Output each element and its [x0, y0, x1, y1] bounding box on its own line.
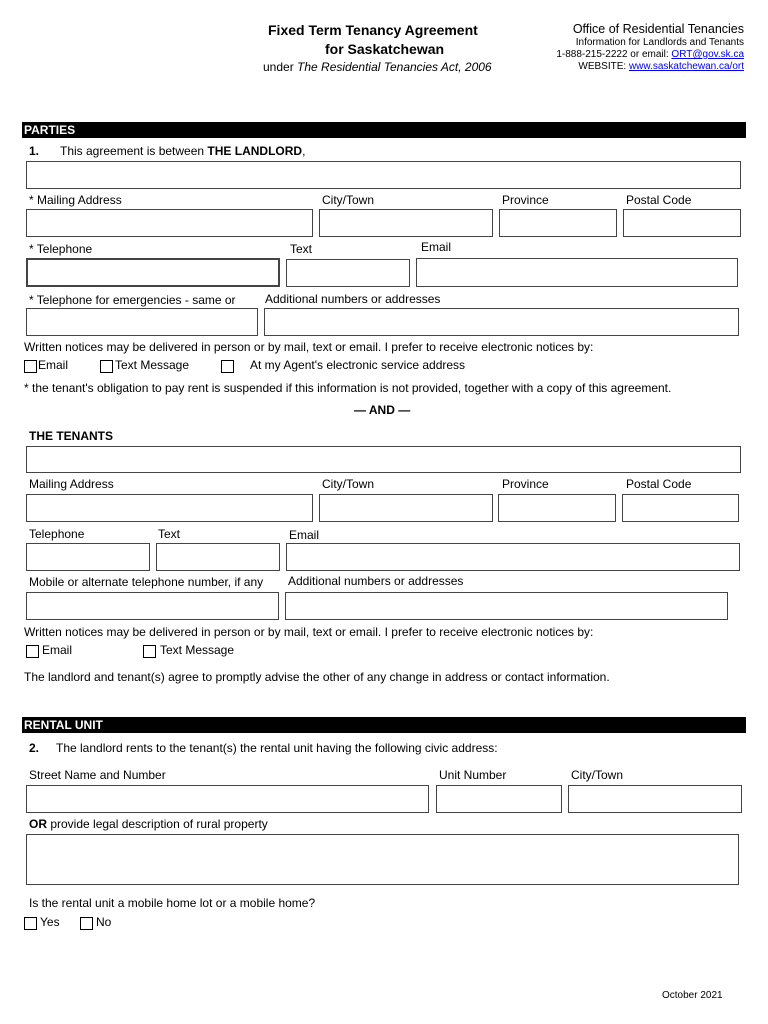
- landlord-telephone-field[interactable]: [26, 258, 280, 287]
- landlord-intro: This agreement is between THE LANDLORD,: [60, 144, 306, 158]
- mobile-yes-option: Yes: [40, 915, 60, 929]
- landlord-province-label: Province: [502, 193, 549, 207]
- tenants-telephone-label: Telephone: [29, 527, 85, 541]
- landlord-email-field[interactable]: [416, 258, 738, 287]
- rental-unit-section-bar: RENTAL UNIT: [22, 717, 746, 733]
- street-field[interactable]: [26, 785, 429, 813]
- tenants-notice-text: Written notices may be delivered in person or by mail, text or email. I prefer to receive electronic notices by:: [24, 625, 594, 639]
- landlord-city-field[interactable]: [319, 209, 493, 237]
- tenants-mailing-label: Mailing Address: [29, 477, 114, 491]
- footer-date: October 2021: [662, 990, 723, 1001]
- landlord-postal-field[interactable]: [623, 209, 741, 237]
- rental-city-label: City/Town: [571, 768, 624, 782]
- landlord-agent-option: At my Agent's electronic service address: [250, 358, 466, 372]
- email-link[interactable]: ORT@gov.sk.ca: [671, 49, 744, 60]
- landlord-agent-checkbox[interactable]: [221, 360, 234, 373]
- website-link[interactable]: www.saskatchewan.ca/ort: [628, 61, 744, 72]
- tenants-additional-label: Additional numbers or addresses: [288, 574, 464, 588]
- landlord-email-label: Email: [421, 240, 452, 254]
- landlord-text-field[interactable]: [286, 259, 410, 287]
- landlord-postal-label: Postal Code: [626, 193, 692, 207]
- landlord-email-checkbox[interactable]: [24, 360, 37, 373]
- tenants-heading: THE TENANTS: [29, 429, 113, 443]
- landlord-city-label: City/Town: [322, 193, 375, 207]
- landlord-email-option: Email: [38, 358, 69, 372]
- tenants-text-option: Text Message: [160, 643, 235, 657]
- tenants-name-field[interactable]: [26, 446, 741, 473]
- legal-description-label: OR provide legal description of rural property: [29, 817, 268, 831]
- landlord-name-field[interactable]: [26, 161, 741, 189]
- tenants-province-field[interactable]: [498, 494, 616, 522]
- mobile-no-option: No: [96, 915, 112, 929]
- tenants-province-label: Province: [502, 477, 549, 491]
- tenants-city-label: City/Town: [322, 477, 375, 491]
- tenants-mailing-field[interactable]: [26, 494, 313, 522]
- legal-description-field[interactable]: [26, 834, 739, 885]
- form-subtitle: under The Residential Tenancies Act, 2006: [263, 60, 492, 74]
- tenants-email-option: Email: [42, 643, 73, 657]
- tenants-email-field[interactable]: [286, 543, 740, 571]
- tenants-text-label: Text: [158, 527, 181, 541]
- parties-section-bar: PARTIES: [22, 122, 746, 138]
- landlord-province-field[interactable]: [499, 209, 617, 237]
- item-1-number: 1.: [29, 144, 40, 158]
- landlord-text-checkbox[interactable]: [100, 360, 113, 373]
- landlord-mailing-field[interactable]: [26, 209, 313, 237]
- mobile-no-checkbox[interactable]: [80, 917, 93, 930]
- landlord-emergency-label: * Telephone for emergencies - same or: [29, 293, 236, 307]
- office-name: Office of Residential Tenancies: [572, 22, 744, 36]
- landlord-emergency-field[interactable]: [26, 308, 258, 336]
- tenants-text-field[interactable]: [156, 543, 280, 571]
- landlord-telephone-label: * Telephone: [29, 242, 93, 256]
- mobile-home-question: Is the rental unit a mobile home lot or a mobile home?: [29, 896, 316, 910]
- tenants-postal-field[interactable]: [622, 494, 739, 522]
- obligation-note: * the tenant's obligation to pay rent is suspended if this information is not provided, together with a copy of this agreement.: [24, 381, 672, 395]
- landlord-notice-text: Written notices may be delivered in person or by mail, text or email. I prefer to receive electronic notices by:: [24, 340, 594, 354]
- tenants-mobile-field[interactable]: [26, 592, 279, 620]
- landlord-additional-label: Additional numbers or addresses: [265, 292, 441, 306]
- office-contact: 1-888-215-2222 or email: ORT@gov.sk.ca: [556, 49, 744, 60]
- mobile-yes-checkbox[interactable]: [24, 917, 37, 930]
- landlord-additional-field[interactable]: [264, 308, 739, 336]
- unit-number-label: Unit Number: [439, 768, 507, 782]
- tenants-mobile-label: Mobile or alternate telephone number, if any: [29, 575, 264, 589]
- rental-city-field[interactable]: [568, 785, 742, 813]
- street-label: Street Name and Number: [29, 768, 166, 782]
- tenants-additional-field[interactable]: [285, 592, 728, 620]
- landlord-mailing-label: * Mailing Address: [29, 193, 122, 207]
- tenants-telephone-field[interactable]: [26, 543, 150, 571]
- landlord-text-label: Text: [290, 242, 313, 256]
- unit-number-field[interactable]: [436, 785, 562, 813]
- tenants-text-checkbox[interactable]: [143, 645, 156, 658]
- tenants-postal-label: Postal Code: [626, 477, 692, 491]
- tenants-city-field[interactable]: [319, 494, 493, 522]
- form-title: Fixed Term Tenancy Agreement: [268, 22, 478, 38]
- form-title-line2: for Saskatchewan: [325, 41, 445, 57]
- rental-intro: The landlord rents to the tenant(s) the rental unit having the following civic address:: [56, 741, 498, 755]
- item-2-number: 2.: [29, 741, 40, 755]
- agree-text: The landlord and tenant(s) agree to promptly advise the other of any change in address or contact information.: [24, 670, 610, 684]
- office-info: Information for Landlords and Tenants: [575, 37, 744, 48]
- and-divider: — AND —: [354, 403, 411, 417]
- landlord-text-option: Text Message: [115, 358, 190, 372]
- tenants-email-checkbox[interactable]: [26, 645, 39, 658]
- office-website: WEBSITE: www.saskatchewan.ca/ort: [578, 61, 744, 72]
- tenants-email-label: Email: [289, 528, 320, 542]
